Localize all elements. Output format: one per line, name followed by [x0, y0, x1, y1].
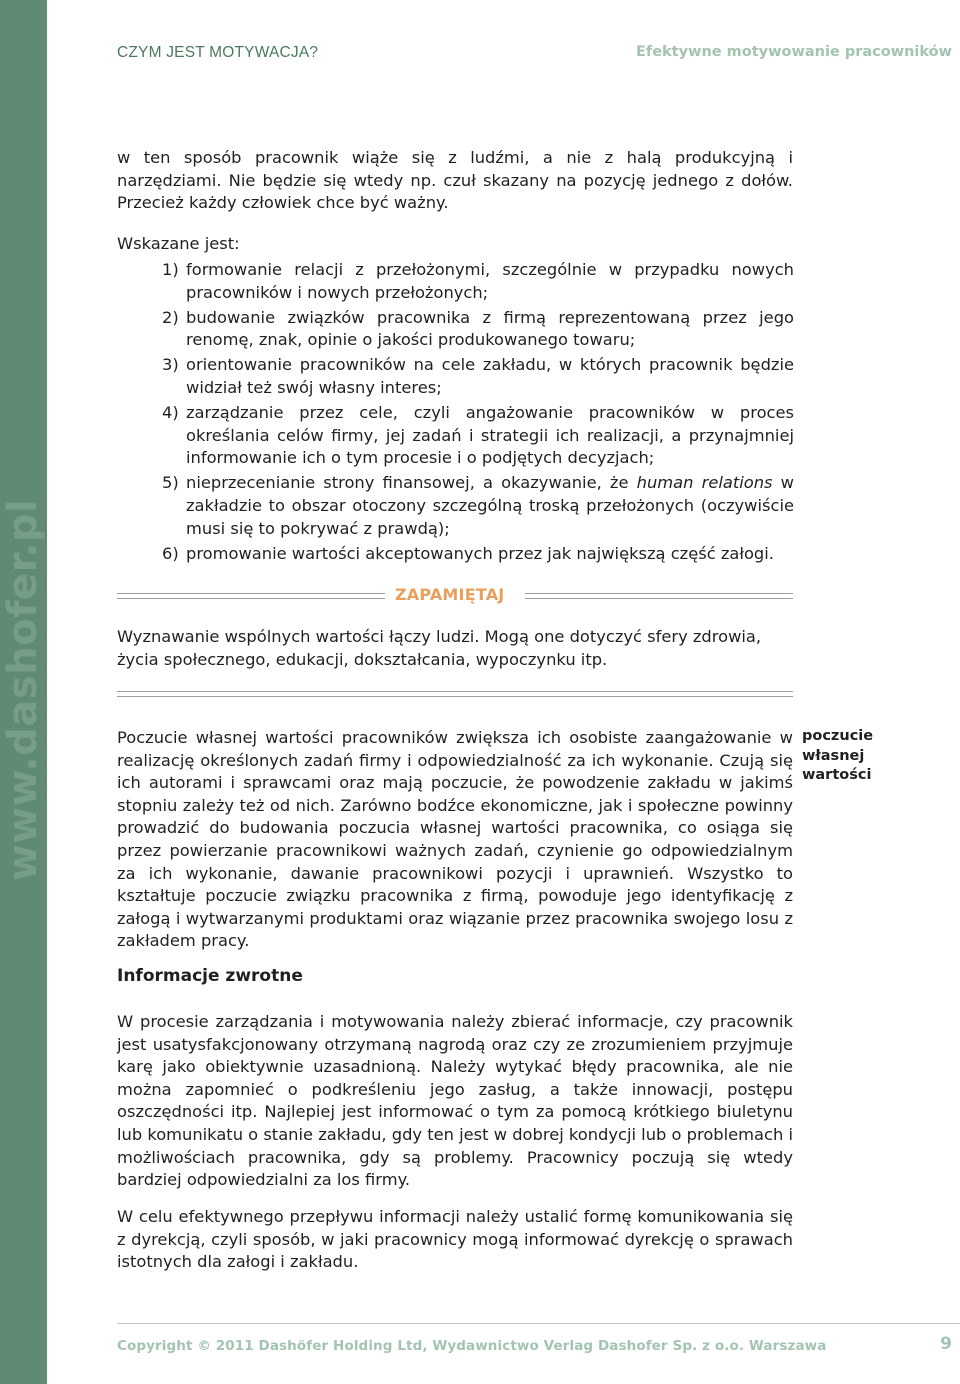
- feedback-paragraph-2: W celu efektywnego przepływu informacji należy ustalić formę komunikowania się z dyrekcją, czyli sposób, w jaki pracownicy mogą informować dyrekcję o sprawach istotnych dla załogi i zakładu.: [117, 1207, 793, 1272]
- margin-note: poczucie własnej wartości: [802, 728, 874, 783]
- list-item-number: 5): [162, 473, 179, 493]
- remember-rule-right: [525, 593, 793, 599]
- section-heading: Informacje zwrotne: [117, 966, 303, 986]
- footer-copyright: Copyright © 2011 Dashöfer Holding Ltd, Wydawnictwo Verlag Dashofer Sp. z o.o. Warszawa: [117, 1338, 827, 1354]
- remember-label: ZAPAMIĘTAJ: [395, 585, 505, 604]
- list-item: [162, 402, 794, 470]
- list-item-number: 2): [162, 307, 179, 327]
- page-number: 9: [940, 1334, 952, 1354]
- footer-divider: [117, 1323, 960, 1324]
- list-item-number: 6): [162, 543, 179, 563]
- list-item-text-start: nieprzecenianie strony finansowej, a okazywanie, że: [186, 473, 637, 493]
- list-item-italic-term: human relations: [636, 473, 773, 493]
- list-item: [162, 472, 794, 540]
- list-item-number: 1): [162, 260, 179, 279]
- list-item-text-end: w zakładzie to obszar otoczony szczególną troską przełożonych (oczywiście musi się to pokrywać z prawdą);: [186, 473, 794, 538]
- list-item-text: orientowanie pracowników na cele zakładu, w których pracownik będzie widział też swój własny interes;: [186, 355, 794, 397]
- list-item: [162, 259, 794, 304]
- chapter-title: CZYM JEST MOTYWACJA?: [117, 44, 319, 61]
- list-item-number: 4): [162, 403, 179, 423]
- sidebar-url: www.dashofer.pl: [0, 498, 46, 882]
- list-item-text: promowanie wartości akceptowanych przez jak największą część załogi.: [186, 543, 774, 563]
- list-item-text: zarządzanie przez cele, czyli angażowanie pracowników w proces określania celów firmy, jej zadań i strategii ich realizacji, a przynajmniej informowanie ich o tym procesie i o podjętych decyzjach;: [186, 403, 794, 468]
- remember-box-header: [117, 585, 793, 609]
- list-item-text: budowanie związków pracownika z firmą reprezentowaną przez jego renomę, znak, opinie o jakości produkowanego towaru;: [186, 307, 794, 350]
- remember-rule-bottom: [117, 691, 793, 697]
- list-item: [162, 307, 794, 352]
- list-item: [162, 543, 794, 566]
- sidebar-bar: [0, 0, 47, 1384]
- list-item-number: 3): [162, 355, 179, 375]
- list-heading: Wskazane jest:: [117, 234, 240, 253]
- feedback-paragraph-1: W procesie zarządzania i motywowania należy zbierać informacje, czy pracownik jest usatysfakcjonowany otrzymaną nagrodą oraz czy ze zrozumieniem przyjmuje karę jako obiektywnie uzasadnioną. Należy wytykać błędy pracownika, ale nie można zapomnieć o podkreśleniu jego zasług, a także innowacji, postępu oszczędności itp. Najlepiej jest informować o tym za pomocą krótkiego biuletynu lub komunikatu o stanie zakładu, gdy ten jest w dobrej kondycji lub o problemach i możliwościach pracownika, gdy są problemy. Pracownicy poczują się wtedy bardziej odpowiedzialni za los firmy.: [117, 1012, 793, 1190]
- recommendation-list: [162, 259, 794, 568]
- list-item-text: formowanie relacji z przełożonymi, szczególnie w przypadku nowych pracowników i nowych przełożonych;: [186, 260, 794, 302]
- book-title: Efektywne motywowanie pracowników: [635, 44, 952, 60]
- remember-text: Wyznawanie wspólnych wartości łączy ludzi. Mogą one dotyczyć sfery zdrowia, życia społecznego, edukacji, dokształcania, wypoczynku itp.: [117, 627, 762, 669]
- self-worth-paragraph: Poczucie własnej wartości pracowników zwiększa ich osobiste zaangażowanie w realizację określonych zadań firmy i odpowiedzialność za ich wykonanie. Czują się ich autorami i sprawcami oraz mają poczucie, że powodzenie zakładu w jakimś stopniu zależy też od nich. Zarówno bodźce ekonomiczne, jak i społeczne powinny prowadzić do budowania poczucia własnej wartości pracownika, co osiąga się przez powierzanie pracownikowi ważnych zadań, czynienie go odpowiedzialnym za ich wykonanie, dawanie pracownikowi pozycji i uprawnień. Wszystko to kształtuje poczucie związku pracownika z firmą, powoduje jego identyfikację z załogą i wytwarzanymi produktami oraz wiązanie przez pracownika swojego losu z zakładem pracy.: [117, 728, 793, 951]
- intro-paragraph: w ten sposób pracownik wiąże się z ludźmi, a nie z halą produkcyjną i narzędziami. Nie będzie się wtedy np. czuł skazany na pozycję jednego z dołów. Przecież każdy człowiek chce być ważny.: [117, 148, 793, 213]
- list-item: [162, 354, 794, 399]
- remember-rule-left: [117, 593, 385, 599]
